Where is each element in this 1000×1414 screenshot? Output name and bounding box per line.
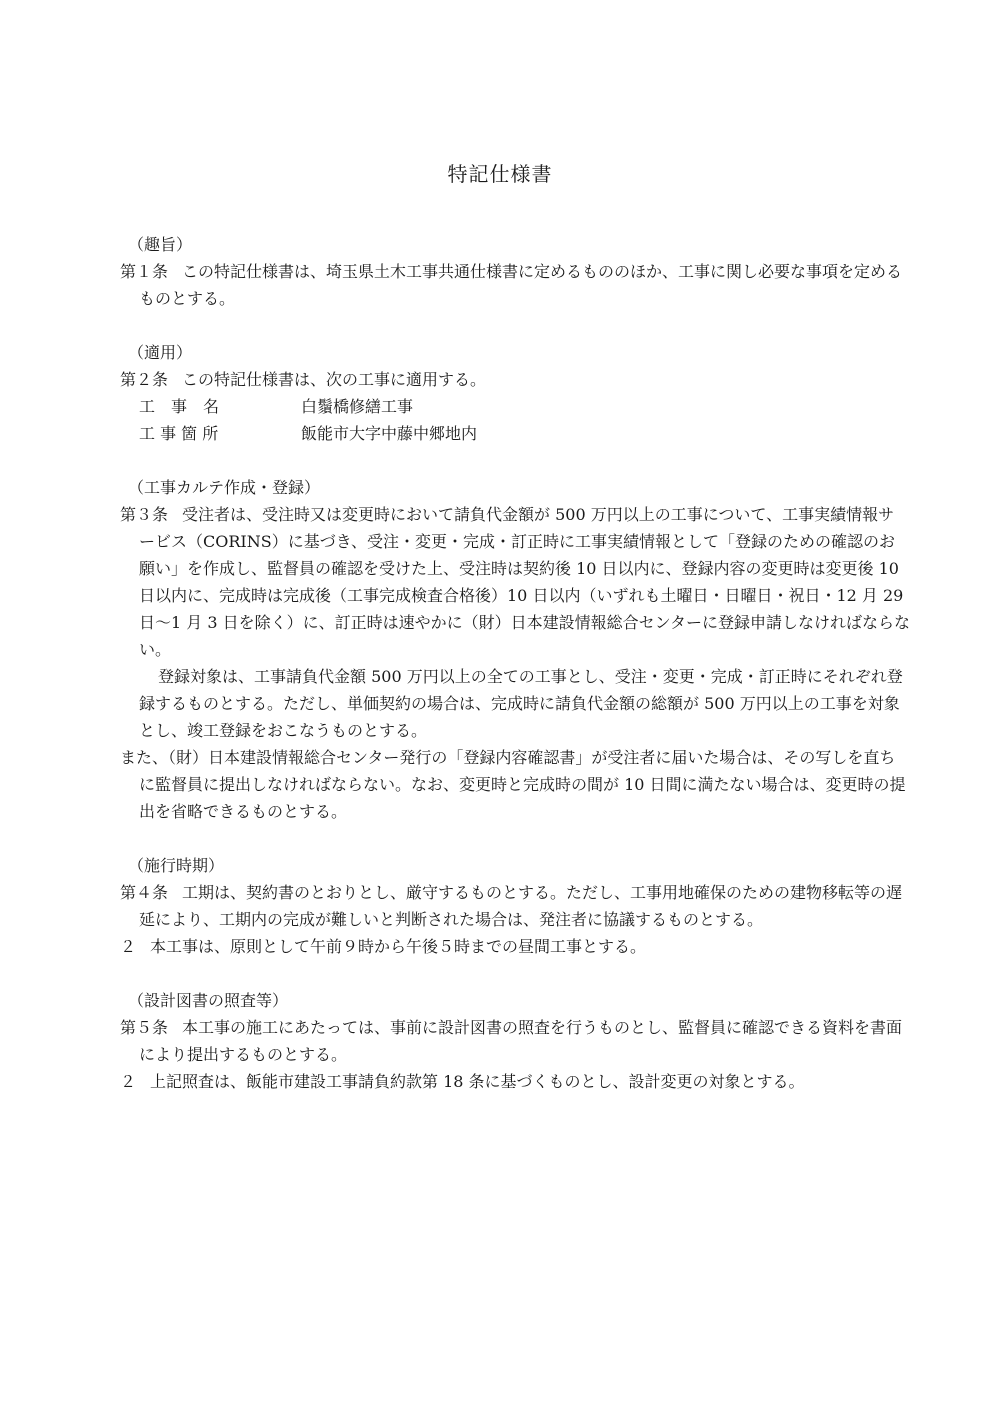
item-text: 本工事は、原則として午前９時から午後５時までの昼間工事とする。 [150, 937, 647, 956]
project-name-value: 白鬚橋修繕工事 [301, 397, 414, 416]
article-1 [120, 258, 910, 312]
document-title: 特記仕様書 [447, 162, 553, 186]
article-text: 本工事の施工にあたっては、事前に設計図書の照査を行うものとし、監督員に確認できる資料を書面により提出するものとする。 [139, 1018, 903, 1064]
document-body [120, 231, 910, 1095]
article-2 [120, 366, 910, 393]
article-text: 工期は、契約書のとおりとし、厳守するものとする。ただし、工事用地確保のための建物移転等の遅延により、工期内の完成が難しいと判断された場合は、発注者に協議するものとする。 [139, 883, 903, 929]
section-heading-schedule: （施行時期） [128, 856, 225, 875]
article-text: この特記仕様書は、埼玉県土木工事共通仕様書に定めるもののほか、工事に関し必要な事項を定めるものとする。 [139, 262, 903, 308]
item-number: ２ [120, 1072, 137, 1091]
article-number: 第５条 [120, 1018, 169, 1037]
section-heading-design-check: （設計図書の照査等） [128, 991, 289, 1010]
item-text: 上記照査は、飯能市建設工事請負約款第 18 条に基づくものとし、設計変更の対象とする。 [150, 1072, 805, 1091]
article-3-paragraph-2: 登録対象は、工事請負代金額 500 万円以上の全ての工事とし、受注・変更・完成・訂正時にそれぞれ登録するものとする。ただし、単価契約の場合は、完成時に請負代金額の総額が 500 万円以上の工事を対象とし、竣工登録をおこなうものとする。 [139, 667, 903, 740]
project-location-label: 工 事 箇 所 [139, 424, 219, 443]
article-text: この特記仕様書は、次の工事に適用する。 [182, 370, 487, 389]
project-name-label: 工 事 名 [139, 397, 220, 416]
project-location-value: 飯能市大字中藤中郷地内 [301, 424, 478, 443]
article-number: 第４条 [120, 883, 169, 902]
article-number: 第２条 [120, 370, 169, 389]
section-heading-registration: （工事カルテ作成・登録） [128, 478, 321, 497]
article-5 [120, 1014, 910, 1068]
article-4-item-2 [120, 933, 910, 960]
article-5-item-2 [120, 1068, 910, 1095]
article-number: 第１条 [120, 262, 169, 281]
article-4 [120, 879, 910, 933]
section-heading-application: （適用） [128, 343, 193, 362]
article-3 [120, 501, 910, 663]
article-text: 受注者は、受注時又は変更時において請負代金額が 500 万円以上の工事について、工事実績情報サービス（CORINS）に基づき、受注・変更・完成・訂正時に工事実績情報として「登録のための確認のお願い」を作成し、監督員の確認を受けた上、受注時は契約後 10 日以内に、登録内容の変更時は変更後 10 日以内に、完成時は完成後（工事完成検査合格後）10 日以内（いずれも土曜日・日曜日・祝日・12 月 29 日〜1 月 3 日を除く）に、訂正時は速やかに（財）日本建設情報総合センターに登録申請しなければならない。 [139, 505, 910, 659]
article-number: 第３条 [120, 505, 169, 524]
project-location-row [120, 420, 910, 447]
item-number: ２ [120, 937, 137, 956]
section-heading-purpose: （趣旨） [128, 235, 193, 254]
project-name-row [120, 393, 910, 420]
article-3-paragraph-3: また、（財）日本建設情報総合センター発行の「登録内容確認書」が受注者に届いた場合は、その写しを直ちに監督員に提出しなければならない。なお、変更時と完成時の間が 10 日間に満たない場合は、変更時の提出を省略できるものとする。 [120, 748, 906, 821]
